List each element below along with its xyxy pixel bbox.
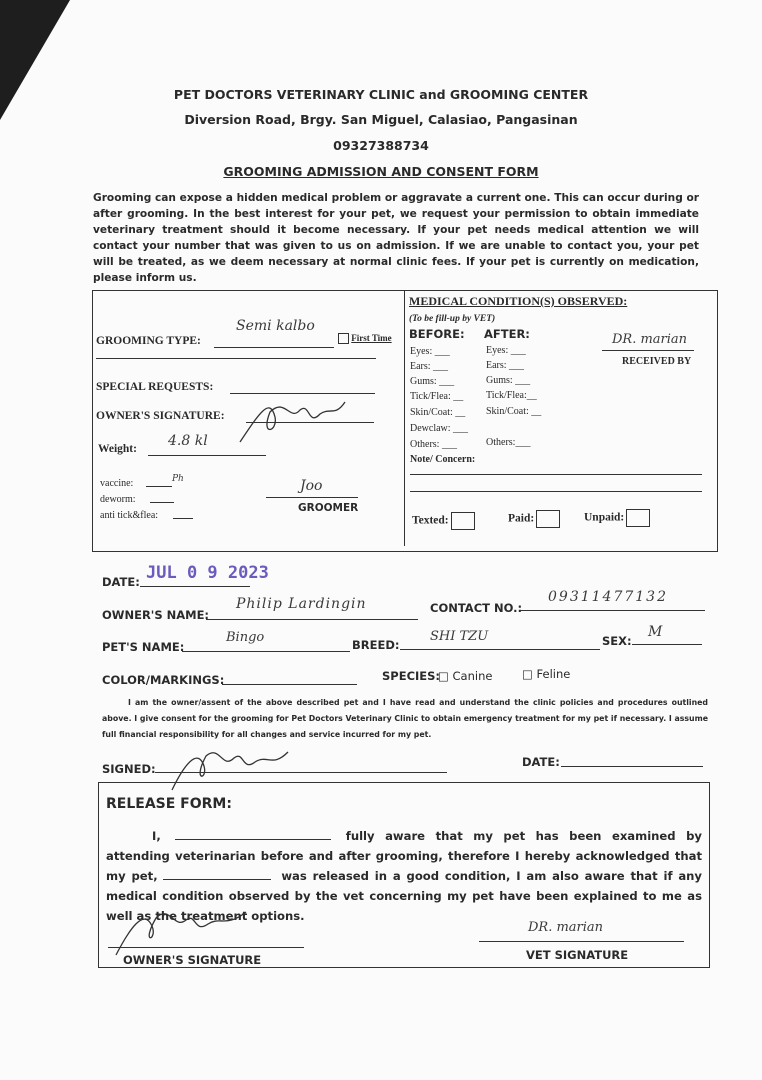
deworm-label: deworm: — [100, 494, 136, 505]
release-text-i: I, — [152, 829, 161, 843]
unpaid-checkbox[interactable] — [626, 509, 650, 527]
weight-label: Weight: — [98, 443, 137, 455]
breed-line — [400, 649, 600, 650]
weight-value[interactable]: 4.8 kl — [168, 433, 208, 449]
texted-field[interactable] — [412, 512, 475, 530]
unpaid-field[interactable] — [584, 509, 650, 527]
owner-signature-label: OWNER'S SIGNATURE: — [96, 410, 225, 422]
before-item[interactable]: Skin/Coat: __ — [410, 407, 466, 418]
vet-sig-line — [479, 941, 684, 942]
paid-checkbox[interactable] — [536, 510, 560, 528]
before-item[interactable]: Eyes: ___ — [410, 346, 450, 357]
release-pet-blank[interactable] — [163, 869, 271, 880]
after-item[interactable]: Eyes: ___ — [486, 345, 526, 356]
first-time-checkbox[interactable] — [338, 333, 349, 344]
signed-date-line — [561, 766, 703, 767]
first-time-label: First Time — [351, 333, 392, 343]
release-text-1: fully aware that my pet has been examined by attending veterinarian before and after grooming, therefore I hereby acknowledged that my pet, — [106, 829, 702, 883]
paid-field[interactable] — [508, 510, 560, 528]
scan-corner-shadow — [0, 0, 70, 120]
groomer-value[interactable]: Joo — [300, 478, 323, 494]
release-owner-scribble — [108, 900, 258, 960]
date-label: DATE: — [102, 575, 140, 589]
color-label: COLOR/MARKINGS: — [102, 673, 225, 687]
first-time-option[interactable] — [338, 333, 392, 344]
after-item[interactable]: Ears: ___ — [486, 360, 525, 371]
sex-value[interactable]: M — [648, 624, 663, 640]
pet-name-line — [182, 651, 350, 652]
species-feline-option[interactable]: □ Feline — [522, 667, 571, 681]
grooming-type-label: GROOMING TYPE: — [96, 335, 201, 347]
signed-date-label: DATE: — [522, 755, 560, 769]
texted-checkbox[interactable] — [451, 512, 475, 530]
breed-value[interactable]: SHI TZU — [430, 629, 489, 644]
received-by-line — [602, 350, 694, 351]
after-item[interactable]: Tick/Flea:__ — [486, 390, 537, 401]
release-title: RELEASE FORM: — [106, 796, 232, 812]
signed-label: SIGNED: — [102, 762, 156, 776]
unpaid-label: Unpaid: — [584, 511, 625, 524]
deworm-line — [150, 502, 174, 503]
sex-label: SEX: — [602, 634, 632, 648]
grooming-type-line — [214, 347, 334, 348]
paid-label: Paid: — [508, 512, 535, 525]
owner-sig-label: OWNER'S SIGNATURE — [123, 953, 262, 967]
clinic-name: PET DOCTORS VETERINARY CLINIC and GROOMING CENTER — [173, 87, 589, 102]
received-by-value[interactable]: DR. marian — [612, 332, 688, 347]
date-stamp[interactable]: JUL 0 9 2023 — [146, 563, 269, 583]
owner-signature-scribble — [230, 392, 360, 452]
sex-line — [632, 644, 702, 645]
vaccine-label: vaccine: — [100, 478, 134, 489]
consent-paragraph: I am the owner/assent of the above described pet and I have read and understand the clinic policies and procedures outlined above. I give consent for the grooming for Pet Doctors Veterinary Clinic to obtain emergency treatment for my pet if necessary. I assume full financial responsibility for all changes and service incurred for my pet. — [102, 698, 708, 739]
before-item[interactable]: Ears: ___ — [410, 361, 449, 372]
owner-name-value[interactable]: Philip Lardingin — [236, 596, 367, 612]
note-label: Note/ Concern: — [410, 454, 476, 465]
medical-subtitle: (To be fill-up by VET) — [409, 314, 496, 324]
antitick-label: anti tick&flea: — [100, 510, 159, 521]
before-item[interactable]: Dewclaw: ___ — [410, 423, 469, 434]
species-canine-option[interactable]: □ Canine — [438, 669, 493, 683]
owner-name-label: OWNER'S NAME: — [102, 608, 210, 622]
owner-sig-line — [108, 947, 304, 948]
date-line — [140, 586, 250, 587]
vaccine-line — [146, 486, 172, 487]
form-title: GROOMING ADMISSION AND CONSENT FORM — [223, 164, 539, 179]
species-label: SPECIES: — [382, 669, 441, 683]
before-item[interactable]: Others: ___ — [410, 439, 457, 450]
vet-sig-label: VET SIGNATURE — [526, 948, 629, 962]
clinic-address: Diversion Road, Brgy. San Miguel, Calasiao, Pangasinan — [184, 112, 578, 127]
box-divider — [404, 290, 405, 546]
groomer-line — [266, 497, 358, 498]
received-by-label: RECEIVED BY — [622, 356, 692, 367]
release-text-2: was released in a good condition, I am also aware that if any medical condition observed by the vet concerning my pet have been explained to me as well as the treatment options. — [106, 869, 702, 923]
note-line-1 — [410, 474, 702, 475]
grooming-extra-line — [96, 358, 376, 359]
note-line-2 — [410, 491, 702, 492]
breed-label: BREED: — [352, 638, 400, 652]
groomer-label: GROOMER — [298, 502, 359, 514]
after-item[interactable]: Gums: ___ — [486, 375, 531, 386]
after-item[interactable]: Skin/Coat: __ — [486, 406, 542, 417]
before-item[interactable]: Tick/Flea: __ — [410, 391, 464, 402]
owner-name-line — [206, 619, 418, 620]
vaccine-value[interactable]: Ph — [172, 474, 184, 484]
medical-title: MEDICAL CONDITION(S) OBSERVED: — [409, 294, 628, 308]
after-item[interactable]: Others:___ — [486, 437, 531, 448]
contact-line — [520, 610, 705, 611]
release-name-blank[interactable] — [175, 829, 331, 840]
pet-name-value[interactable]: Bingo — [226, 630, 265, 645]
pet-name-label: PET'S NAME: — [102, 640, 185, 654]
after-label: AFTER: — [484, 327, 530, 341]
before-item[interactable]: Gums: ___ — [410, 376, 455, 387]
contact-value[interactable]: 09311477132 — [548, 589, 668, 605]
intro-paragraph: Grooming can expose a hidden medical problem or aggravate a current one. This can occur during or after grooming. In the best interest for your pet, we request your permission to obtain immediate veterinary treatment should it become necessary. If your pet needs medical attention we will contact your number that was given to us on admission. If we are unable to contact you, your pet will be treated, as we deem necessary at normal clinic fees. If your pet is currently on medication, please inform us. — [93, 192, 699, 284]
special-requests-label: SPECIAL REQUESTS: — [96, 381, 214, 393]
weight-line — [148, 455, 266, 456]
contact-label: CONTACT NO.: — [430, 601, 523, 615]
antitick-line — [173, 518, 193, 519]
texted-label: Texted: — [412, 514, 449, 527]
clinic-phone: 09327388734 — [333, 138, 429, 153]
before-label: BEFORE: — [409, 327, 465, 341]
grooming-type-value[interactable]: Semi kalbo — [236, 318, 315, 334]
vet-sig-value[interactable]: DR. marian — [528, 920, 604, 935]
color-line — [222, 684, 357, 685]
